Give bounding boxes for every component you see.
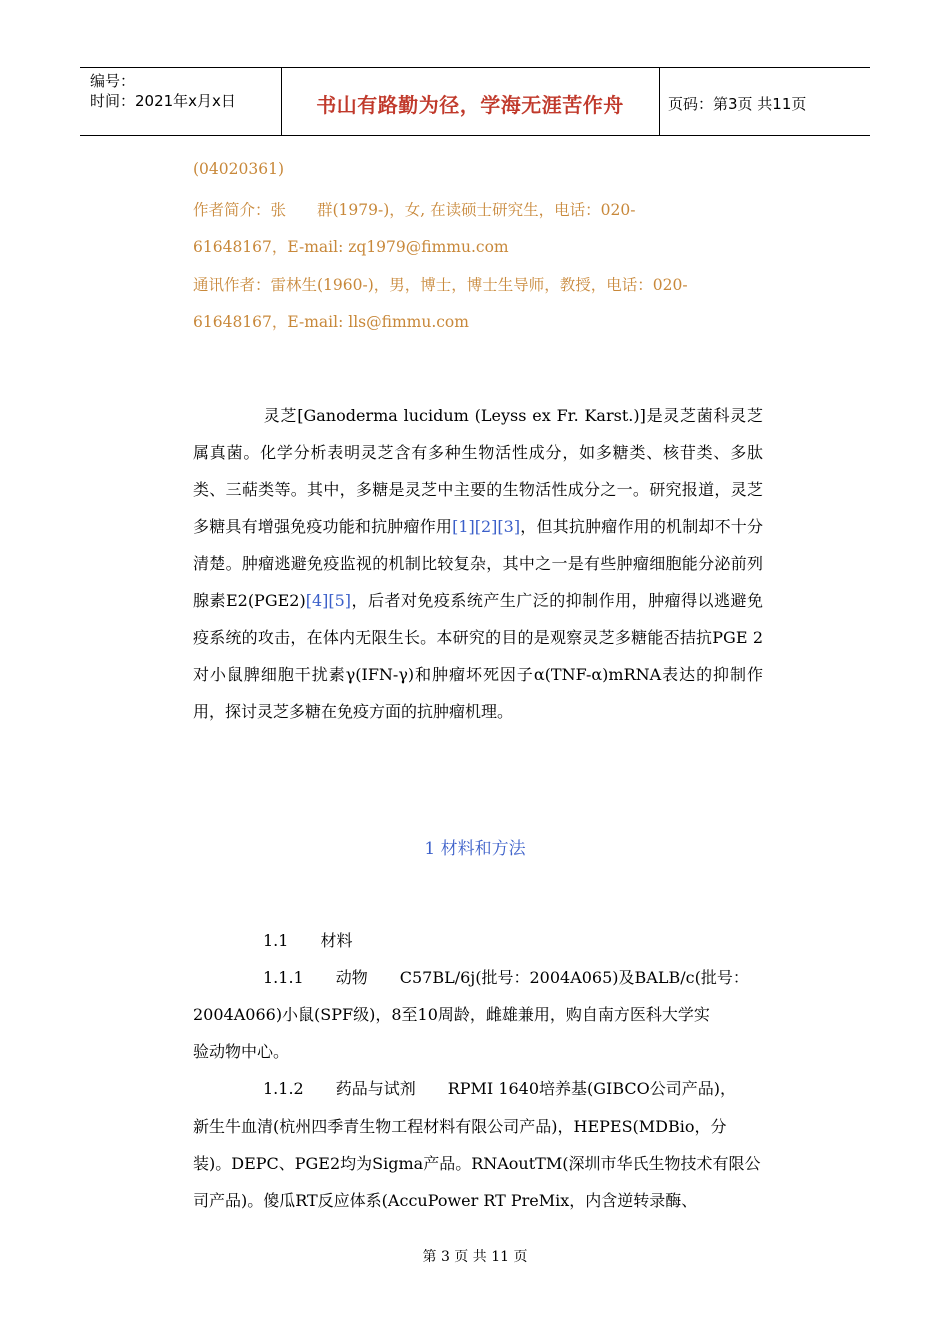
intro-text: 灵芝[Ganoderma lucidum (Leyss ex Fr. Karst.)]是灵芝菌科灵芝属真菌。化学分析表明灵芝含有多种生物活性成分，如多糖类、核苷类、多肽类、三萜类等。其中，多糖是灵芝中主要的生物活性成分之一。研究报道，灵芝多糖具有增强免疫功能和抗肿瘤作用 [193,406,763,536]
header-bottom-rule [80,135,870,136]
header-top-rule [80,67,870,68]
section-title: 1 材料和方法 [424,839,526,859]
header-meta [90,71,236,111]
header-motto: 书山有路勤为径，学海无涯苦作舟 [316,93,624,117]
author-info: 作者简介：张 群(1979-)，女, 在读硕士研究生，电话：020- [193,201,636,219]
header-page-info: 页码：第3页 共11页 [668,95,807,113]
page-footer: 第 3 页 共 11 页 [422,1249,528,1265]
header-number: 编号： [90,72,136,90]
body-line: 2004A066)小鼠(SPF级)，8至10周龄，雌雄兼用，购自南方医科大学实 [193,1005,710,1024]
header-divider [659,67,660,136]
corresponding-author-info: 通讯作者：雷林生(1960-)，男，博士，博士生导师，教授，电话：020- [193,276,688,294]
subsection-animals: 1.1.1 动物 C57BL/6j(批号：2004A065)及BALB/c(批号： [263,968,749,987]
intro-text: ，但其抗肿瘤作用的机制却不十分清楚。肿瘤逃避免疫监视的机制比较复杂，其中之一是有些肿瘤细胞能分泌前列腺素E2(PGE2) [193,517,763,610]
header-time: 时间：2021年x月x日 [90,92,236,110]
fund-number: (04020361) [193,160,284,178]
body-line: 装)。DEPC、PGE2均为Sigma产品。RNAoutTM(深圳市华氏生物技术有限公 [193,1154,761,1173]
corresponding-author-contact: 61648167，E-mail: lls@fimmu.com [193,313,469,331]
intro-text: ，后者对免疫系统产生广泛的抑制作用，肿瘤得以逃避免疫系统的攻击，在体内无限生长。本研究的目的是观察灵芝多糖能否拮抗PGE 2对小鼠脾细胞干扰素γ(IFN-γ)和肿瘤坏死因子α(TNF-α)mRNA表达的抑制作用，探讨灵芝多糖在免疫方面的抗肿瘤机理。 [193,591,763,721]
page-header [80,67,870,137]
citation-link[interactable]: [4][5] [305,591,352,610]
author-contact: 61648167，E-mail: zq1979@fimmu.com [193,238,509,256]
body-line: 新生牛血清(杭州四季青生物工程材料有限公司产品)，HEPES(MDBio，分 [193,1117,727,1136]
intro-paragraph [193,397,763,730]
body-line: 验动物中心。 [193,1042,290,1061]
subsection-reagents: 1.1.2 药品与试剂 RPMI 1640培养基(GIBCO公司产品)， [263,1079,737,1098]
body-line: 司产品)。傻瓜RT反应体系(AccuPower RT PreMix，内含逆转录酶、 [193,1191,698,1210]
citation-link[interactable]: [1][2][3] [452,517,521,536]
subsection-heading: 1.1 材料 [263,931,353,950]
